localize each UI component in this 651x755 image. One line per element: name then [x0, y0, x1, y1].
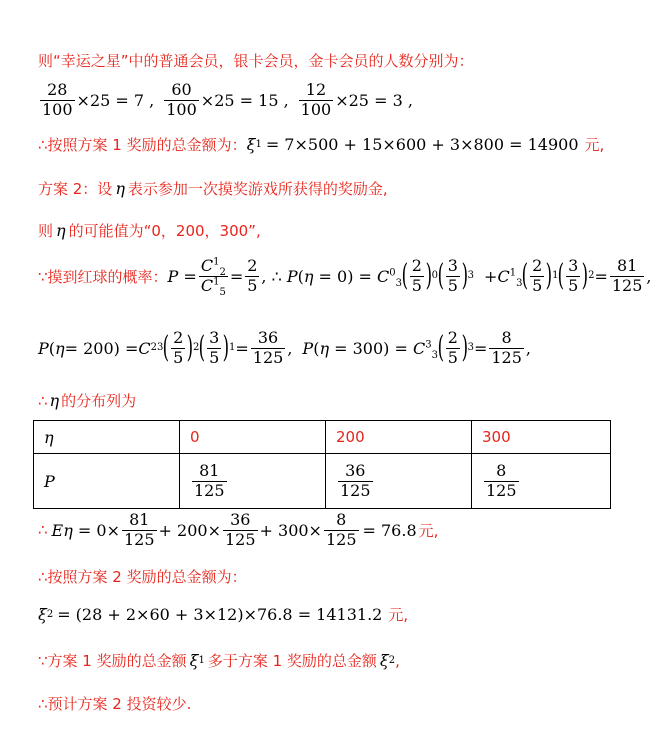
fraction: $\frac{60}{100}$ — [166, 80, 197, 119]
table-header-value: 200 — [326, 421, 472, 454]
table-header-value: 300 — [472, 421, 611, 454]
distribution-table — [33, 420, 611, 509]
distribution-heading: ∴ η 的分布列为 — [38, 391, 137, 410]
table-row-label: P — [34, 454, 180, 509]
plan2-define-line: 方案 2：设 η 表示参加一次摸奖游戏所获得的奖励金, — [38, 179, 388, 198]
possible-values-line: 则 η 的可能值为“0，200，300”, — [38, 221, 261, 240]
fraction: $\frac{C^1_2}{C^1_5}$ — [200, 256, 226, 298]
table-header-value: 0 — [180, 421, 326, 454]
table-row — [34, 421, 611, 454]
intro-line: 则“幸运之星”中的普通会员，银卡会员，金卡会员的人数分别为： — [38, 52, 474, 70]
fraction: $\frac{2}{5}$ — [247, 256, 258, 295]
table-cell: $\frac{8}{125}$ — [472, 454, 611, 509]
plan2-total-heading: ∴按照方案 2 奖励的总金额为： — [38, 568, 247, 586]
comparison-line: ∵方案 1 奖励的总金额 ξ 1 多于方案 1 奖励的总金额 ξ 2 , — [38, 651, 400, 670]
table-cell: $\frac{36}{125}$ — [326, 454, 472, 509]
plan2-total-line: ξ 2 = (28 + 2×60 + 3×12)×76.8 = 14131.2 元, — [38, 605, 409, 624]
fraction: $\frac{12}{100}$ — [300, 80, 332, 119]
table-row — [34, 454, 611, 509]
fraction: $\frac{28}{100}$ — [42, 80, 73, 119]
conclusion-line: ∴预计方案 2 投资较少. — [38, 695, 192, 713]
probability-line: ∵摸到红球的概率： P = $\frac{C^1_2}{C^1_5}$ = $\frac{2}{5}$ , ∴ $P(\eta = 0) = C^0_3$ ( $\frac{2}{5}$ ) 0 ( $\frac{3}{5}$ ) 3 $+C^1_3$ ( $\frac{2}{5}$ ) 1 ( $\frac{3}{5}$ ) 2 = $\frac{81}{125}$ , — [38, 256, 651, 298]
table-header-eta: η — [34, 421, 180, 454]
member-counts: $\frac{28}{100}$ ×25 = 7 , $\frac{60}{100}$ ×25 = 15 , $\frac{12}{100}$ ×25 = 3 , — [42, 80, 413, 119]
expectation-line: ∴ Eη = 0× $\frac{81}{125}$ + 200× $\frac{36}{125}$ + 300× $\frac{8}{125}$ = 76.8 元, — [38, 510, 439, 549]
table-cell: $\frac{81}{125}$ — [180, 454, 326, 509]
probability-line-2: P ( η = 200) = C 2 3 ( $\frac{2}{5}$ ) 2 ( $\frac{3}{5}$ ) 1 = $\frac{36}{125}$ , $P(\eta = 300) = C^3_3$ ( $\frac{2}{5}$ ) 3 = $\frac{8}{125}$ , — [38, 328, 532, 367]
plan1-total-line: ∴按照方案 1 奖励的总金额为： ξ 1 = 7×500 + 15×600 + 3×800 = 14900 元, — [38, 135, 605, 154]
